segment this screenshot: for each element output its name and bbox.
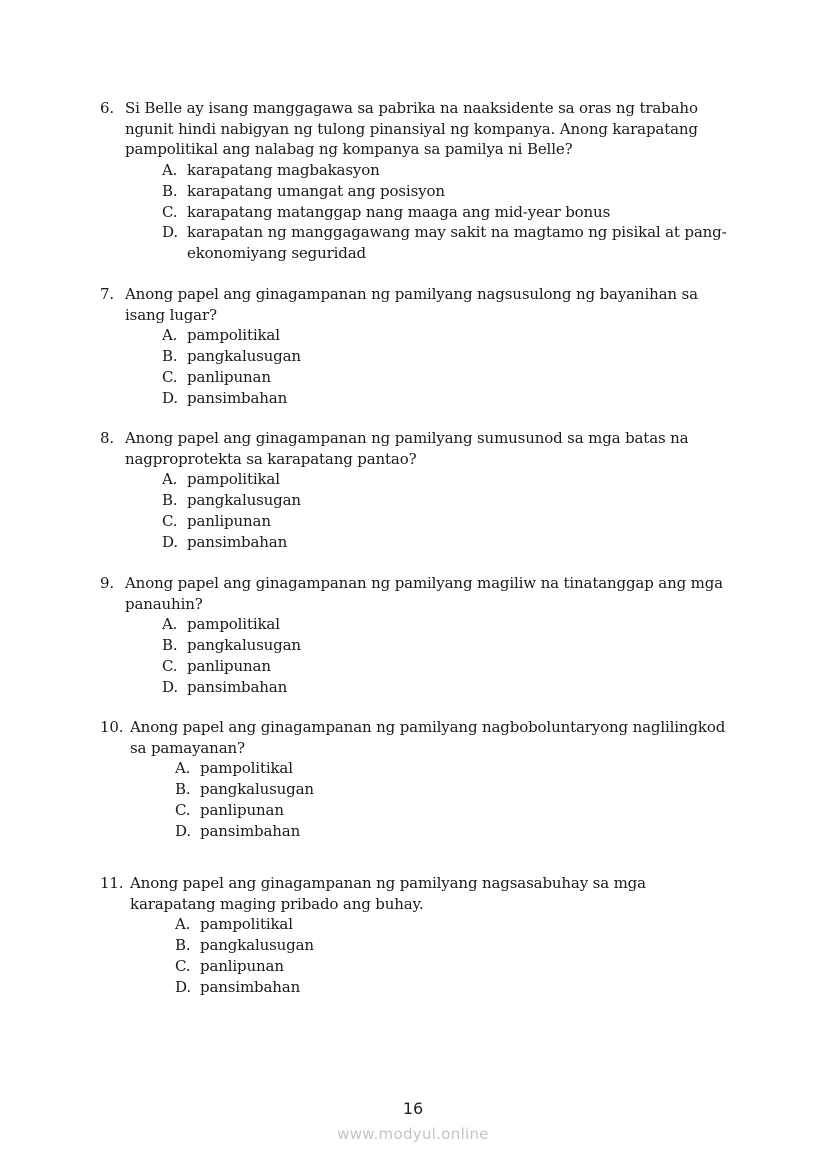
option-c <box>100 656 730 677</box>
question-text: Anong papel ang ginagampanan ng pamilyang nagboboluntaryong naglilingkod sa pamayanan? <box>130 718 726 757</box>
option-text: panlipunan <box>187 367 271 386</box>
question-number: 11. <box>100 874 124 892</box>
option-text: pansimbahan <box>187 677 288 696</box>
option-letter: B. <box>162 491 178 510</box>
option-letter: D. <box>162 223 178 242</box>
options-list <box>100 614 730 697</box>
option-c <box>100 800 740 821</box>
option-text: pampolitikal <box>187 470 280 489</box>
option-d <box>100 977 670 998</box>
option-d <box>100 532 700 553</box>
option-letter: C. <box>162 656 178 675</box>
options-list <box>100 914 670 997</box>
option-a <box>100 325 710 346</box>
question-number: 9. <box>100 574 115 592</box>
question-text: Anong papel ang ginagampanan ng pamilyang nagsusulong ng bayanihan sa isang lugar? <box>125 285 698 324</box>
option-letter: A. <box>162 615 178 634</box>
option-letter: C. <box>162 367 178 386</box>
option-text: pangkalusugan <box>187 491 301 510</box>
option-c <box>100 956 670 977</box>
question-6 <box>100 98 732 264</box>
option-text: pangkalusugan <box>187 636 301 655</box>
question-9 <box>100 573 730 697</box>
option-letter: C. <box>162 202 178 221</box>
option-text: panlipunan <box>187 511 271 530</box>
question-number: 6. <box>100 99 115 117</box>
question-text: Anong papel ang ginagampanan ng pamilyang nagsasabuhay sa mga karapatang maging pribado ang buhay. <box>130 874 646 913</box>
option-text: pansimbahan <box>187 532 288 551</box>
question-text: Anong papel ang ginagampanan ng pamilyang magiliw na tinatanggap ang mga panauhin? <box>125 574 723 613</box>
option-b <box>100 346 710 367</box>
question-text: Anong papel ang ginagampanan ng pamilyang sumusunod sa mga batas na nagproprotekta sa karapatang pantao? <box>125 429 689 468</box>
question-number: 7. <box>100 285 115 303</box>
website-watermark: www.modyul.online <box>337 1125 489 1143</box>
option-text: pansimbahan <box>200 821 301 840</box>
option-letter: B. <box>175 936 191 955</box>
question-11 <box>100 873 670 997</box>
option-b <box>100 635 730 656</box>
option-letter: B. <box>162 636 178 655</box>
question-7 <box>100 284 710 408</box>
options-list <box>100 325 710 408</box>
option-letter: A. <box>175 759 191 778</box>
option-text: pampolitikal <box>187 615 280 634</box>
option-letter: A. <box>162 326 178 345</box>
option-text: pampolitikal <box>200 915 293 934</box>
option-letter: C. <box>175 800 191 819</box>
option-text: karapatan ng manggagawang may sakit na magtamo ng pisikal at pang-ekonomiyang seguridad <box>187 223 727 262</box>
option-text: panlipunan <box>200 956 284 975</box>
option-text: pansimbahan <box>187 388 288 407</box>
question-number: 10. <box>100 718 124 736</box>
options-list <box>100 758 740 841</box>
option-text: pansimbahan <box>200 977 301 996</box>
page-number: 16 <box>402 1099 424 1118</box>
options-list <box>100 469 700 552</box>
option-a <box>100 469 700 490</box>
question-text: Si Belle ay isang manggagawa sa pabrika na naaksidente sa oras ng trabaho ngunit hindi nabigyan ng tulong pinansiyal ng kompanya. Anong karapatang pampolitikal ang nalabag ng kompanya sa pamilya ni Belle? <box>125 99 698 159</box>
option-text: pampolitikal <box>200 759 293 778</box>
option-text: pangkalusugan <box>187 347 301 366</box>
option-letter: B. <box>162 347 178 366</box>
option-letter: D. <box>175 977 191 996</box>
option-d <box>100 821 740 842</box>
option-text: karapatang umangat ang posisyon <box>187 181 445 200</box>
option-text: pangkalusugan <box>200 780 314 799</box>
question-8 <box>100 428 700 552</box>
option-letter: A. <box>175 915 191 934</box>
option-c <box>100 202 732 223</box>
option-letter: D. <box>162 677 178 696</box>
option-letter: D. <box>175 821 191 840</box>
option-letter: D. <box>162 532 178 551</box>
option-letter: D. <box>162 388 178 407</box>
option-text: pampolitikal <box>187 326 280 345</box>
option-letter: C. <box>162 511 178 530</box>
option-b <box>100 490 700 511</box>
option-text: karapatang matanggap nang maaga ang mid-year bonus <box>187 202 611 221</box>
option-letter: B. <box>175 780 191 799</box>
question-stem <box>100 284 710 325</box>
option-text: panlipunan <box>187 656 271 675</box>
option-d <box>100 388 710 409</box>
question-stem <box>100 573 730 614</box>
option-b <box>100 935 670 956</box>
question-stem <box>100 717 740 758</box>
question-stem <box>100 428 700 469</box>
option-a <box>100 914 670 935</box>
option-a <box>100 758 740 779</box>
option-c <box>100 511 700 532</box>
option-text: panlipunan <box>200 800 284 819</box>
option-text: pangkalusugan <box>200 936 314 955</box>
option-letter: B. <box>162 181 178 200</box>
option-c <box>100 367 710 388</box>
option-letter: C. <box>175 956 191 975</box>
option-a <box>100 614 730 635</box>
question-number: 8. <box>100 429 115 447</box>
option-b <box>100 181 732 202</box>
option-b <box>100 779 740 800</box>
option-d <box>100 222 732 263</box>
question-10 <box>100 717 740 841</box>
option-text: karapatang magbakasyon <box>187 161 380 180</box>
option-d <box>100 677 730 698</box>
question-stem <box>100 98 732 160</box>
options-list <box>100 160 732 264</box>
option-a <box>100 160 732 181</box>
option-letter: A. <box>162 161 178 180</box>
question-stem <box>100 873 670 914</box>
option-letter: A. <box>162 470 178 489</box>
